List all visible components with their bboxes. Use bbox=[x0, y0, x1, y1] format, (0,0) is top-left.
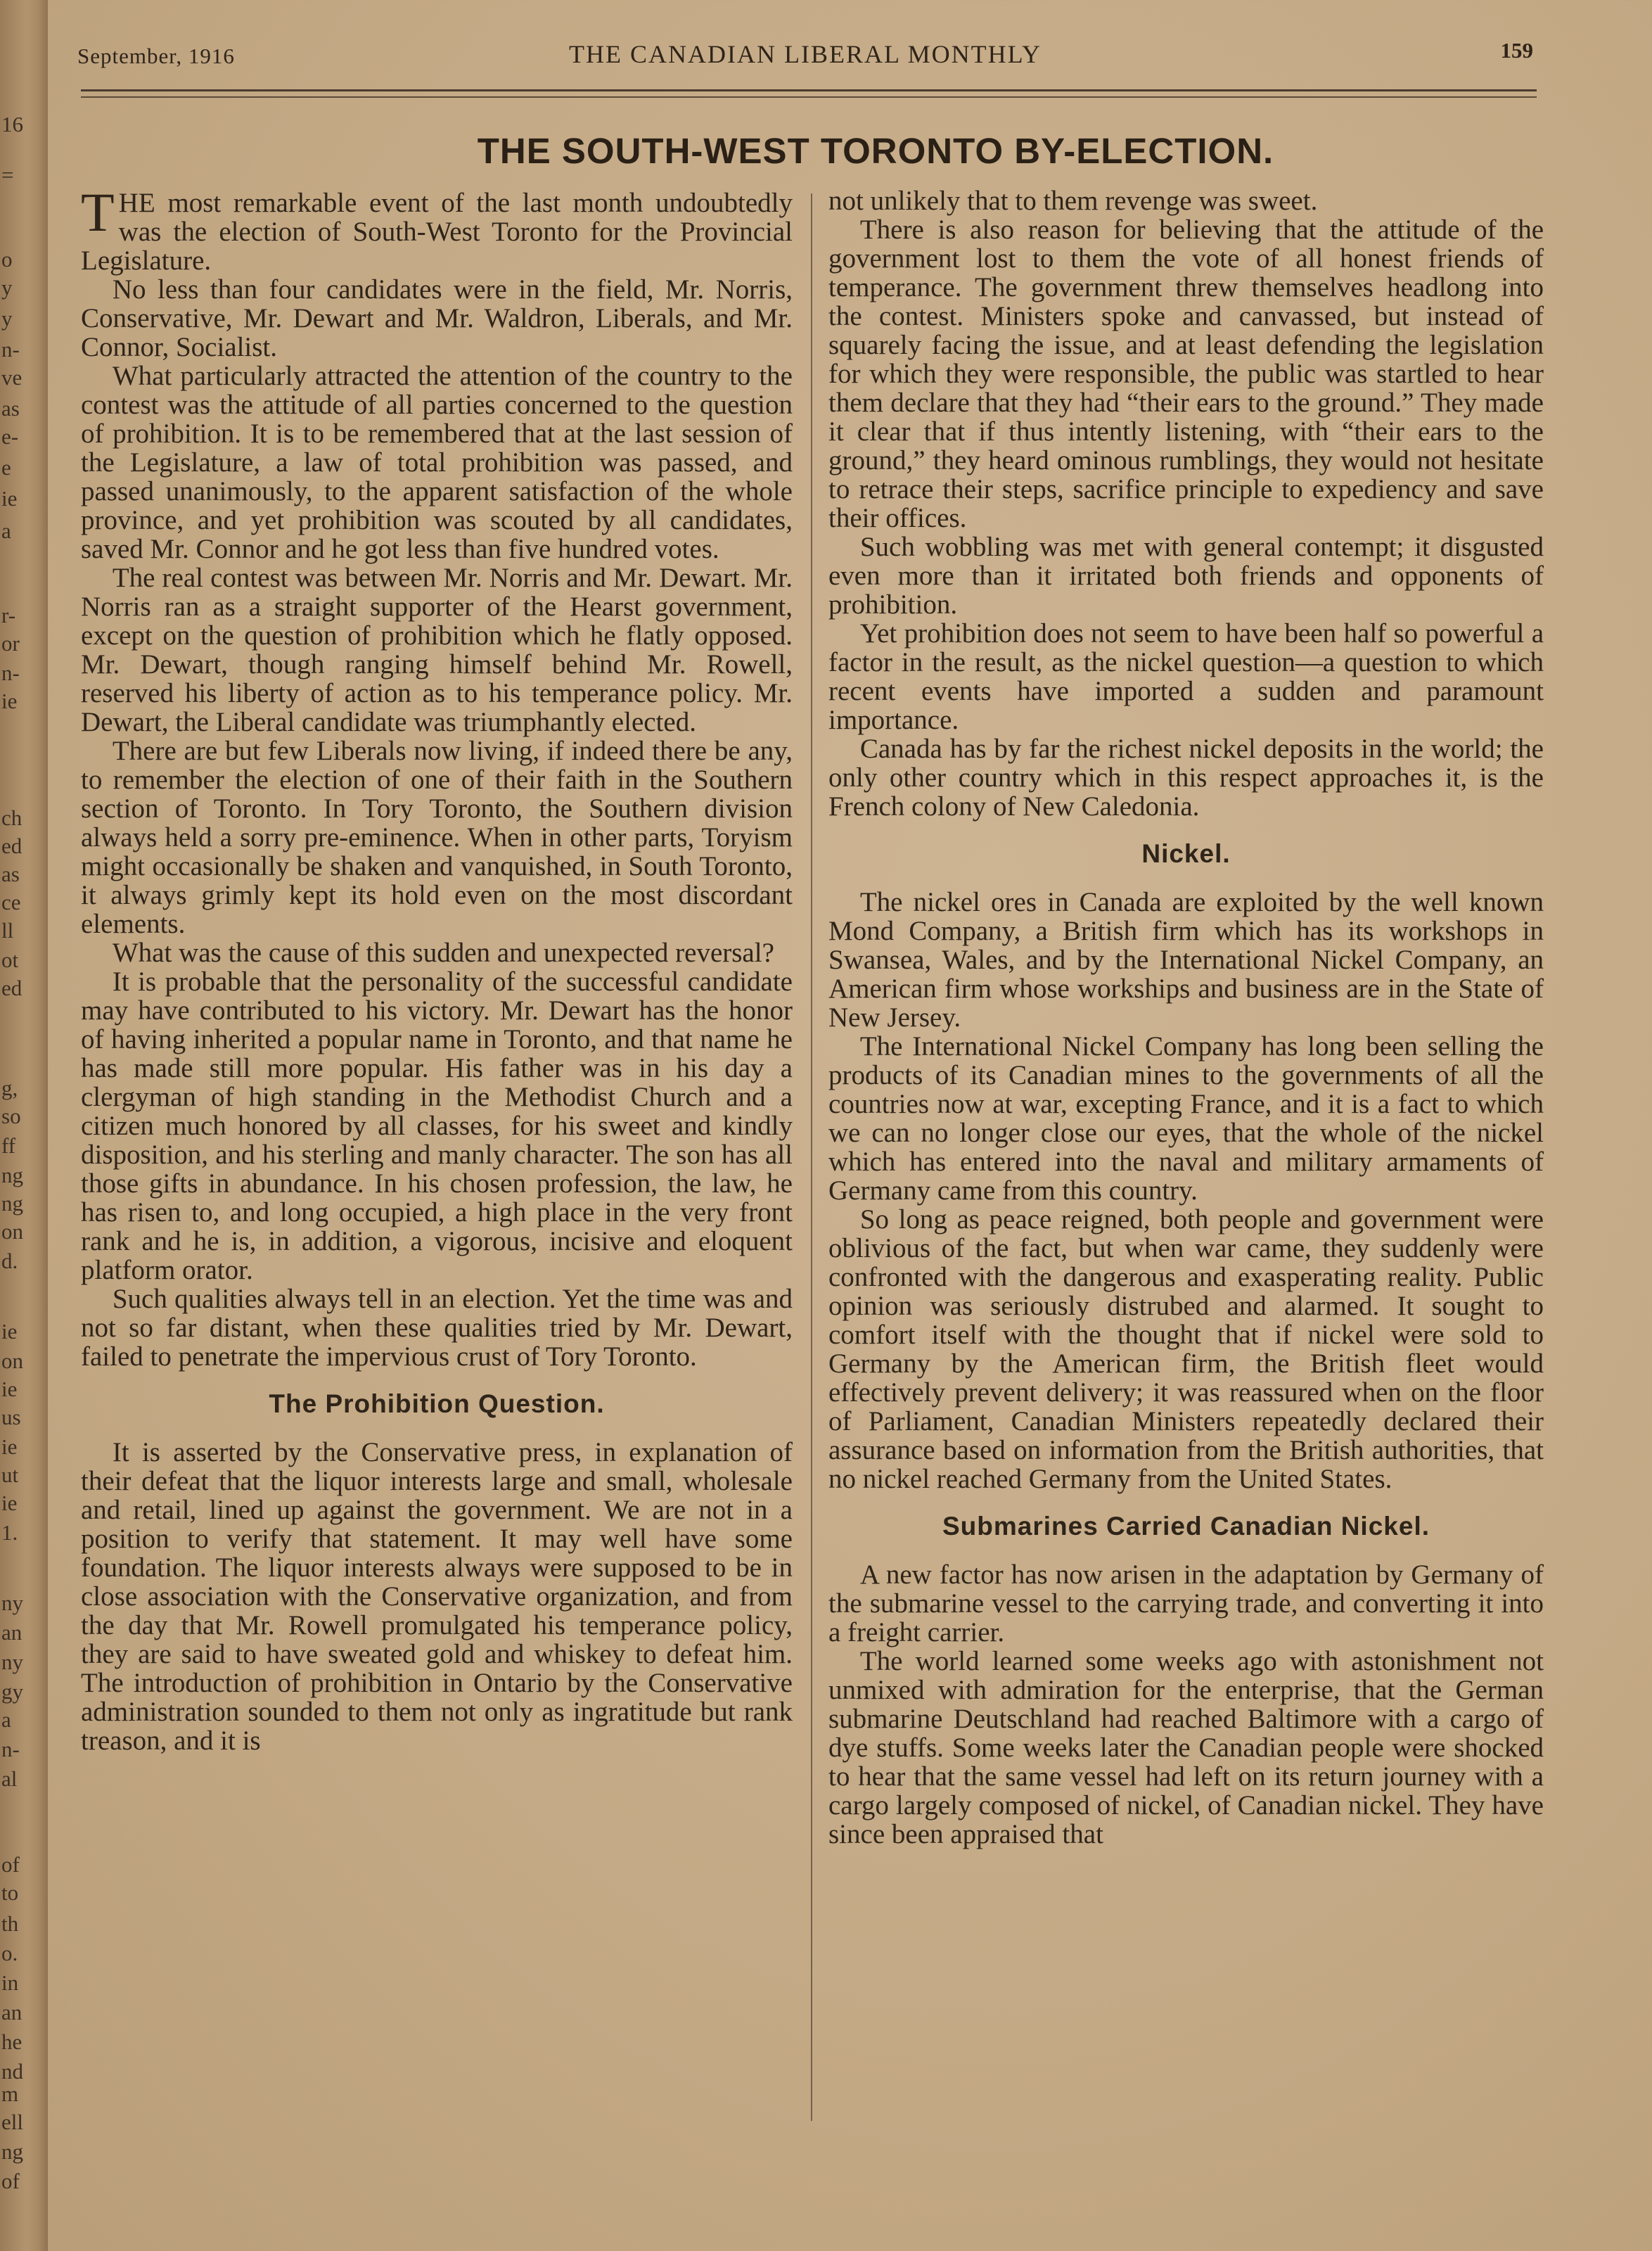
gutter-text-fragment: us bbox=[1, 1405, 21, 1429]
paragraph: A new factor has now arisen in the adaptation by Germany of the submarine vessel to the carrying trade, and converting it into a freight carrier. bbox=[828, 1560, 1544, 1647]
gutter-text-fragment: ed bbox=[1, 834, 23, 858]
paragraph: The world learned some weeks ago with astonishment not unmixed with admiration for the enterprise, that the German submarine Deutschland had reached Baltimore with a cargo of dye stuffs. Some weeks later the Canadian people were shocked to hear that the same vessel had left on its return journey with a cargo largely composed of nickel, of Canadian nickel. They have since been appraised that bbox=[828, 1646, 1544, 1849]
gutter-text-fragment: ff bbox=[1, 1134, 16, 1158]
paragraph: It is probable that the personality of the successful candidate may have contributed to his victory. Mr. Dewart has the honor of having inherited a popular name in Toronto, and that name he has made still more popular. His father was in his day a clergyman of high standing in the Methodist Church and a citizen much honored by all classes, for his sweet and kindly disposition, and his sterling and manly character. The son has all those gifts in abundance. In his chosen profession, the law, he has risen to, and long occupied, a high place in the very front rank and he is, in addition, a vigorous, incisive and eloquent platform orator. bbox=[81, 967, 793, 1285]
gutter-text-fragment: e bbox=[1, 456, 11, 480]
gutter-text-fragment: ng bbox=[1, 2140, 23, 2164]
header-rule bbox=[81, 89, 1537, 91]
gutter-text-fragment: y bbox=[1, 276, 13, 300]
gutter-text-fragment: n- bbox=[1, 338, 20, 362]
binding-gutter bbox=[0, 0, 48, 2251]
paragraph: Canada has by far the richest nickel deposits in the world; the only other country which in this respect approaches it, is the French colony of New Caledonia. bbox=[828, 734, 1544, 822]
paragraph: There is also reason for believing that the attitude of the government lost to them the vote of all honest friends of temperance. The government threw themselves headlong into the contest. Ministers spoke and canvassed, but instead of squarely facing the issue, and at least defending the legislation for which they were responsible, the public was startled to hear them declare that they had “their ears to the ground.” They made it clear that if thus intently listening, with “their ears to the ground,” they heard ominous rumblings, they would not hesitate to retrace their steps, sacrifice principle to expediency and save their offices. bbox=[828, 215, 1544, 533]
gutter-text-fragment: ie bbox=[1, 487, 18, 511]
page-number: 159 bbox=[1500, 38, 1533, 63]
subheading-nickel: Nickel. bbox=[1141, 839, 1231, 868]
lead-paragraph-text: HE most remarkable event of the last month undoubtedly was the election of South-West Toronto for the Provincial Legislature. bbox=[81, 189, 793, 276]
gutter-text-fragment: a bbox=[1, 519, 11, 543]
gutter-text-fragment: ed bbox=[1, 976, 23, 1000]
gutter-text-fragment: ny bbox=[1, 1650, 23, 1674]
gutter-text-fragment: ot bbox=[1, 948, 19, 972]
gutter-text-fragment: he bbox=[1, 2030, 23, 2054]
gutter-text-fragment: of bbox=[1, 1853, 20, 1877]
gutter-text-fragment: 16 bbox=[1, 113, 23, 136]
gutter-text-fragment: ie bbox=[1, 689, 18, 713]
gutter-text-fragment: an bbox=[1, 2001, 23, 2024]
paragraph: There are but few Liberals now living, if indeed there be any, to remember the election of one of their faith in the Southern section of Toronto. In Tory Toronto, the Southern division always held a sorry pre-eminence. When in other parts, Toryism might occasionally be shaken and vanquished, in South Toronto, it always grimly kept its hold even on the most discordant elements. bbox=[81, 736, 793, 939]
gutter-text-fragment: th bbox=[1, 1912, 19, 1936]
paragraph: The International Nickel Company has long been selling the products of its Canadian mines to the governments of all the countries now at war, excepting France, and it is a fact to which we can no longer close our eyes, that the whole of the nickel which has entered into the naval and military armaments of Germany came from this country. bbox=[828, 1031, 1544, 1206]
gutter-text-fragment: to bbox=[1, 1881, 19, 1905]
gutter-text-fragment: e- bbox=[1, 425, 19, 449]
gutter-text-fragment: ve bbox=[1, 366, 23, 390]
issue-date: September, 1916 bbox=[77, 44, 235, 68]
gutter-text-fragment: ie bbox=[1, 1435, 18, 1459]
drop-cap: T bbox=[81, 189, 115, 243]
paragraph: The real contest was between Mr. Norris and Mr. Dewart. Mr. Norris ran as a straight supporter of the Hearst government, except on the question of prohibition which he flatly opposed. Mr. Dewart, though ranging himself behind Mr. Rowell, reserved his liberty of action as to his temperance policy. Mr. Dewart, the Liberal candidate was triumphantly elected. bbox=[81, 563, 793, 737]
gutter-text-fragment: on bbox=[1, 1349, 23, 1373]
paragraph: What was the cause of this sudden and unexpected reversal? bbox=[112, 938, 774, 968]
gutter-text-fragment: ny bbox=[1, 1591, 23, 1615]
column-divider bbox=[811, 193, 812, 2121]
gutter-text-fragment: of bbox=[1, 2169, 20, 2193]
gutter-text-fragment: ie bbox=[1, 1320, 18, 1344]
gutter-text-fragment: ng bbox=[1, 1163, 23, 1187]
paragraph: No less than four candidates were in the field, Mr. Norris, Conservative, Mr. Dewart and Mr. Waldron, Liberals, and Mr. Connor, Socialist. bbox=[81, 274, 793, 362]
gutter-text-fragment: as bbox=[1, 862, 20, 886]
gutter-text-fragment: n- bbox=[1, 661, 20, 685]
gutter-text-fragment: ll bbox=[1, 919, 14, 943]
gutter-text-fragment: y bbox=[1, 307, 13, 331]
header-rule-thin bbox=[81, 96, 1537, 98]
paragraph: Such qualities always tell in an election. Yet the time was and not so far distant, when these qualities tried by Mr. Dewart, failed to penetrate the impervious crust of Tory Toronto. bbox=[81, 1284, 793, 1372]
gutter-text-fragment: d. bbox=[1, 1249, 18, 1273]
gutter-text-fragment: r- bbox=[1, 604, 16, 627]
gutter-text-fragment: ell bbox=[1, 2110, 23, 2134]
gutter-text-fragment: ng bbox=[1, 1192, 23, 1216]
paragraph: Such wobbling was met with general contempt; it disgusted even more than it irritated both friends and opponents of prohibition. bbox=[828, 532, 1544, 620]
gutter-text-fragment: o bbox=[1, 248, 13, 272]
subheading-prohibition: The Prohibition Question. bbox=[269, 1389, 605, 1418]
gutter-text-fragment: = bbox=[1, 163, 14, 187]
gutter-text-fragment: 1. bbox=[1, 1521, 18, 1545]
gutter-text-fragment: al bbox=[1, 1767, 18, 1791]
gutter-text-fragment: a bbox=[1, 1708, 11, 1732]
gutter-text-fragment: ie bbox=[1, 1377, 18, 1401]
continued-paragraph: not unlikely that to them revenge was sweet. bbox=[828, 186, 1318, 216]
gutter-text-fragment: nd bbox=[1, 2060, 23, 2084]
paragraph: It is asserted by the Conservative press, in explanation of their defeat that the liquor interests large and small, wholesale and retail, lined up against the government. We are not in a position to verify that statement. It may well have some foundation. The liquor interests always were supposed to be in close association with the Conservative organization, and from the day that Mr. Rowell promulgated his temperance policy, they are said to have sweated gold and whiskey to defeat him. The introduction of prohibition in Ontario by the Conservative administration sounded to them not only as ingratitude but rank treason, and it is bbox=[81, 1437, 793, 1756]
gutter-text-fragment: or bbox=[1, 632, 20, 656]
gutter-text-fragment: m bbox=[1, 2082, 19, 2106]
running-header bbox=[70, 35, 1540, 74]
gutter-text-fragment: so bbox=[1, 1104, 21, 1128]
gutter-text-fragment: ch bbox=[1, 806, 23, 830]
paragraph: The nickel ores in Canada are exploited by the well known Mond Company, a British firm which has its workshops in Swansea, Wales, and by the International Nickel Company, an American firm whose workships and business are in the State of New Jersey. bbox=[828, 887, 1544, 1033]
gutter-text-fragment: g, bbox=[1, 1076, 18, 1100]
gutter-text-fragment: in bbox=[1, 1971, 19, 1995]
gutter-text-fragment: o. bbox=[1, 1941, 18, 1965]
gutter-text-fragment: ut bbox=[1, 1463, 19, 1487]
subheading-submarines: Submarines Carried Canadian Nickel. bbox=[942, 1512, 1430, 1541]
gutter-text-fragment: on bbox=[1, 1220, 23, 1244]
article-title: THE SOUTH-WEST TORONTO BY-ELECTION. bbox=[477, 131, 1274, 171]
gutter-text-fragment: an bbox=[1, 1621, 23, 1645]
left-column bbox=[81, 189, 793, 2137]
journal-title: THE CANADIAN LIBERAL MONTHLY bbox=[569, 40, 1042, 68]
gutter-text-fragment: n- bbox=[1, 1737, 20, 1761]
lead-paragraph bbox=[81, 189, 793, 275]
right-column bbox=[828, 186, 1544, 2135]
paragraph: So long as peace reigned, both people and government were oblivious of the fact, but when war came, they suddenly were confronted with the dangerous and exasperating reality. Public opinion was seriously distrubed and alarmed. It sought to comfort itself with the thought that if nickel were sold to Germany by the American firm, the British fleet would effectively prevent delivery; it was reassured when on the floor of Parliament, Canadian Ministers repeatedly declared their assurance based on information from the British authorities, that no nickel reached Germany from the United States. bbox=[828, 1204, 1544, 1494]
paragraph: Yet prohibition does not seem to have been half so powerful a factor in the result, as the nickel question—a question to which recent events have imported a sudden and paramount importance. bbox=[828, 618, 1544, 735]
paragraph: What particularly attracted the attention of the country to the contest was the attitude of all parties concerned to the question of prohibition. It is to be remembered that at the last session of the Legislature, a law of total prohibition was passed, and passed unanimously, to the apparent satisfaction of the whole province, and yet prohibition was scouted by all candidates, saved Mr. Connor and he got less than five hundred votes. bbox=[81, 361, 793, 564]
gutter-text-fragment: ie bbox=[1, 1491, 18, 1515]
gutter-text-fragment: as bbox=[1, 397, 20, 421]
gutter-text-fragment: ce bbox=[1, 891, 21, 914]
gutter-text-fragment: gy bbox=[1, 1680, 23, 1704]
